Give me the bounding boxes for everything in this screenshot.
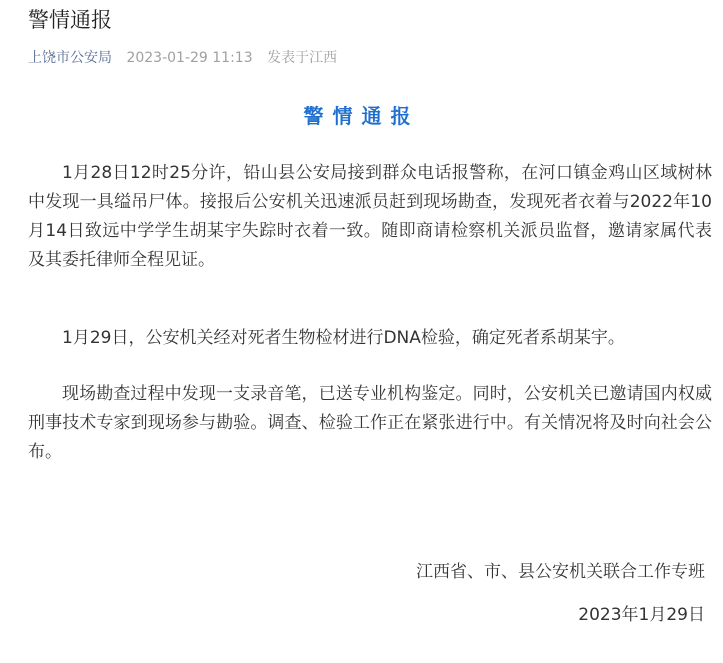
article-title: 警情通报 — [28, 8, 112, 32]
notice-headline: 警情通报 — [303, 104, 420, 128]
publish-date: 2023-01-29 11:13 — [126, 50, 253, 66]
signature-organization: 江西省、市、县公安机关联合工作专班 — [416, 562, 705, 582]
article-meta — [28, 48, 337, 68]
paragraph-investigation: 现场勘查过程中发现一支录音笔，已送专业机构鉴定。同时，公安机关已邀请国内权威刑事技术专家到现场参与勘验。调查、检验工作正在紧张进行中。有关情况将及时向社会公布。 — [28, 384, 712, 462]
paragraph-dna-result: 1月29日，公安机关经对死者生物检材进行DNA检验，确定死者系胡某宇。 — [62, 328, 625, 348]
signature-date: 2023年1月29日 — [578, 605, 705, 625]
author-link[interactable]: 上饶市公安局 — [28, 50, 112, 66]
paragraph-incident: 1月28日12时25分许，铅山县公安局接到群众电话报警称，在河口镇金鸡山区域树林中发现一具缢吊尸体。接报后公安机关迅速派员赶到现场勘查，发现死者衣着与2022年10月14日致远中学学生胡某宇失踪时衣着一致。随即商请检察机关派员监督，邀请家属代表及其委托律师全程见证。 — [28, 163, 712, 270]
publish-location: 发表于江西 — [267, 50, 338, 66]
